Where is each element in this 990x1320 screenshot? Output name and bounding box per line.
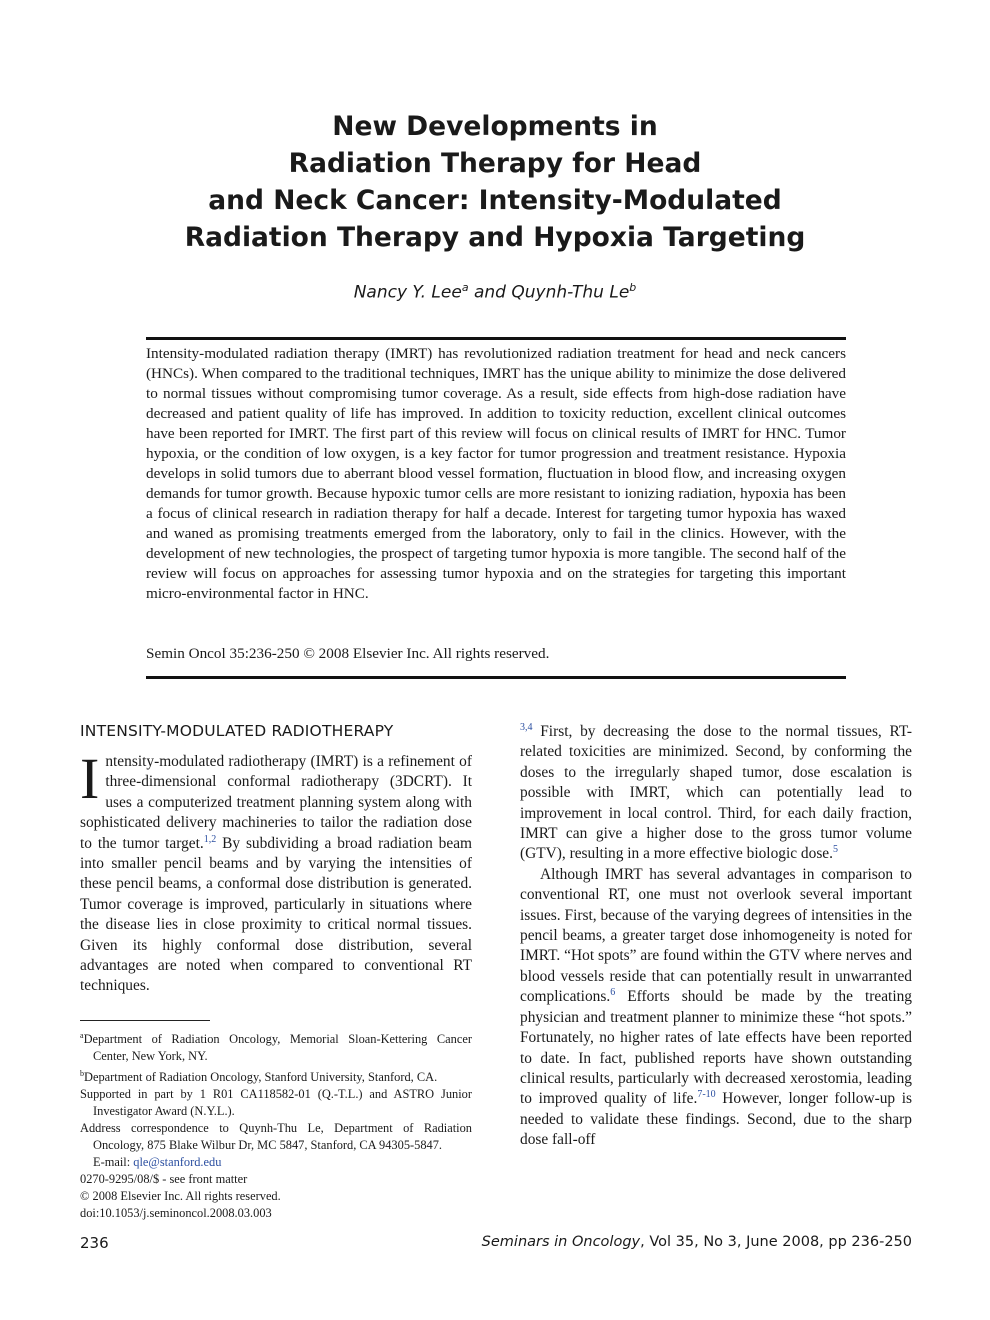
title-line: New Developments in [332,111,658,142]
body-column-right [520,722,912,1151]
citation-link[interactable]: 7-10 [697,1089,716,1101]
body-paragraph [520,722,912,865]
doi-line[interactable]: doi:10.1053/j.seminoncol.2008.03.003 [80,1206,272,1221]
author-name: Quynh-Thu Le [511,282,630,303]
affiliation-footnote [80,1027,472,1065]
abstract-citation: Semin Oncol 35:236-250 © 2008 Elsevier Inc. All rights reserved. [146,645,550,662]
body-text: By subdividing a broad radiation beam into smaller pencil beams and by varying the intensities of these pencil beams, a conformal dose distribution is generated. Tumor coverage is improved, particularly in situations where the disease lies in close proximity to critical normal tissues. Given its highly conformal dose distribution, several advantages are noted when compared to conventional RT techniques. [80,834,472,995]
body-text: First, by decreasing the dose to the normal tissues, RT-related toxicities are minimized. Second, by conforming the doses to the irregularly shaped tumor, dose escalation is possible with IMRT, which can potentially lead to improvement in local control. Third, for each daily fraction, IMRT can give a higher dose to the gross tumor volume (GTV), resulting in a more effective biologic dose. [520,723,912,863]
body-paragraph [520,865,912,1151]
journal-details: , Vol 35, No 3, June 2008, pp 236-250 [640,1234,912,1250]
email-line [80,1154,472,1171]
author-separator: and [468,282,512,303]
title-line: Radiation Therapy for Head [288,148,702,179]
copyright-line: © 2008 Elsevier Inc. All rights reserved. [80,1189,281,1204]
email-label: E-mail: [93,1155,134,1170]
body-column-left [80,746,472,997]
funding-note: Supported in part by 1 R01 CA118582-01 (Q.-T.L.) and ASTRO Junior Investigator Award (N.Y.L.). [80,1087,472,1119]
journal-citation [482,1234,912,1250]
footnotes [80,1027,472,1222]
article-title [150,108,840,256]
abstract-text: Intensity-modulated radiation therapy (IMRT) has revolutionized radiation treatment for head and neck cancers (HNCs). When compared to the traditional techniques, IMRT has the unique ability to minimize the dose delivered to normal tissues without compromising tumor coverage. As a result, side effects from high-dose radiation have decreased and patient quality of life has improved. In addition to toxicity reduction, excellent clinical outcomes have been reported for IMRT. The first part of this review will focus on clinical results of IMRT for HNC. Tumor hypoxia, or the condition of low oxygen, is a key factor for tumor progression and treatment resistance. Hypoxia develops in solid tumors due to aberrant blood vessel formation, fluctuation in blood flow, and increasing oxygen demands for tumor growth. Because hypoxic tumor cells are more resistant to ionizing radiation, hypoxia has been a focus of clinical research in radiation therapy for half a decade. Interest for targeting tumor hypoxia has waxed and waned as promising treatments emerged from the laboratory, only to fail in the clinics. However, with the development of new technologies, the prospect of targeting tumor hypoxia is more tangible. The second half of the review will focus on approaches for assessing tumor hypoxia and on the strategies for targeting this important micro-environmental factor in HNC. [146,345,846,602]
body-paragraph [80,746,472,997]
body-text: However, longer follow-up is needed to validate these findings. Second, due to the sharp dose fall-off [520,1090,912,1149]
abstract-top-rule [146,337,846,340]
page-number: 236 [80,1234,109,1252]
citation-link[interactable]: 3,4 [520,721,533,733]
issn-line: 0270-9295/08/$ - see front matter [80,1172,248,1187]
affiliation-footnote [80,1065,472,1086]
citation-link[interactable]: 5 [833,844,838,856]
title-line: and Neck Cancer: Intensity-Modulated [208,185,782,216]
affiliation-text: Department of Radiation Oncology, Memorial Sloan-Kettering Cancer Center, New York, NY. [83,1032,472,1064]
citation-link[interactable]: 6 [610,987,616,999]
journal-name: Seminars in Oncology [481,1234,641,1250]
correspondence-note: Address correspondence to Quynh-Thu Le, Department of Radiation Oncology, 875 Blake Wilbur Dr, MC 5847, Stanford, CA 94305-5847. [80,1121,472,1153]
affiliation-mark: b [629,281,637,294]
affiliation-mark: a [461,281,469,294]
title-line: Radiation Therapy and Hypoxia Targeting [184,222,806,253]
citation-link[interactable]: 1,2 [203,833,217,845]
affiliation-text: Department of Radiation Oncology, Stanford University, Stanford, CA. [84,1070,438,1085]
email-link[interactable]: qle@stanford.edu [133,1155,222,1170]
author-list [150,281,840,303]
footnote-rule [80,1020,210,1021]
drop-cap: I [80,746,100,811]
body-text: Efforts should be made by the treating physician and treatment planner to minimize these “hot spots.” Fortunately, no higher rates of late effects have been reported to date. In fact, published reports have shown outstanding clinical results, particularly with decreased xerostomia, leading to improved quality of life. [520,988,912,1108]
body-text: ntensity-modulated radiotherapy (IMRT) is a refinement of three-dimensional conformal radiotherapy (3DCRT). It uses a computerized treatment planning system along with sophisticated delivery machineries to tailor the radiation dose to the tumor target. [80,753,472,852]
author-name: Nancy Y. Lee [353,282,462,303]
body-text: Although IMRT has several advantages in comparison to conventional RT, one must not overlook several important issues. First, because of the varying degrees of intensities in the pencil beams, a greater target dose inhomogeneity is noted for IMRT. “Hot spots” are found within the GTV where nerves and blood vessels reside that can potentially result in unwarranted complications. [520,865,912,1006]
affiliation-mark: b [80,1069,84,1079]
section-heading: INTENSITY-MODULATED RADIOTHERAPY [80,722,394,740]
affiliation-mark: a [80,1031,84,1040]
abstract-bottom-rule [146,676,846,679]
